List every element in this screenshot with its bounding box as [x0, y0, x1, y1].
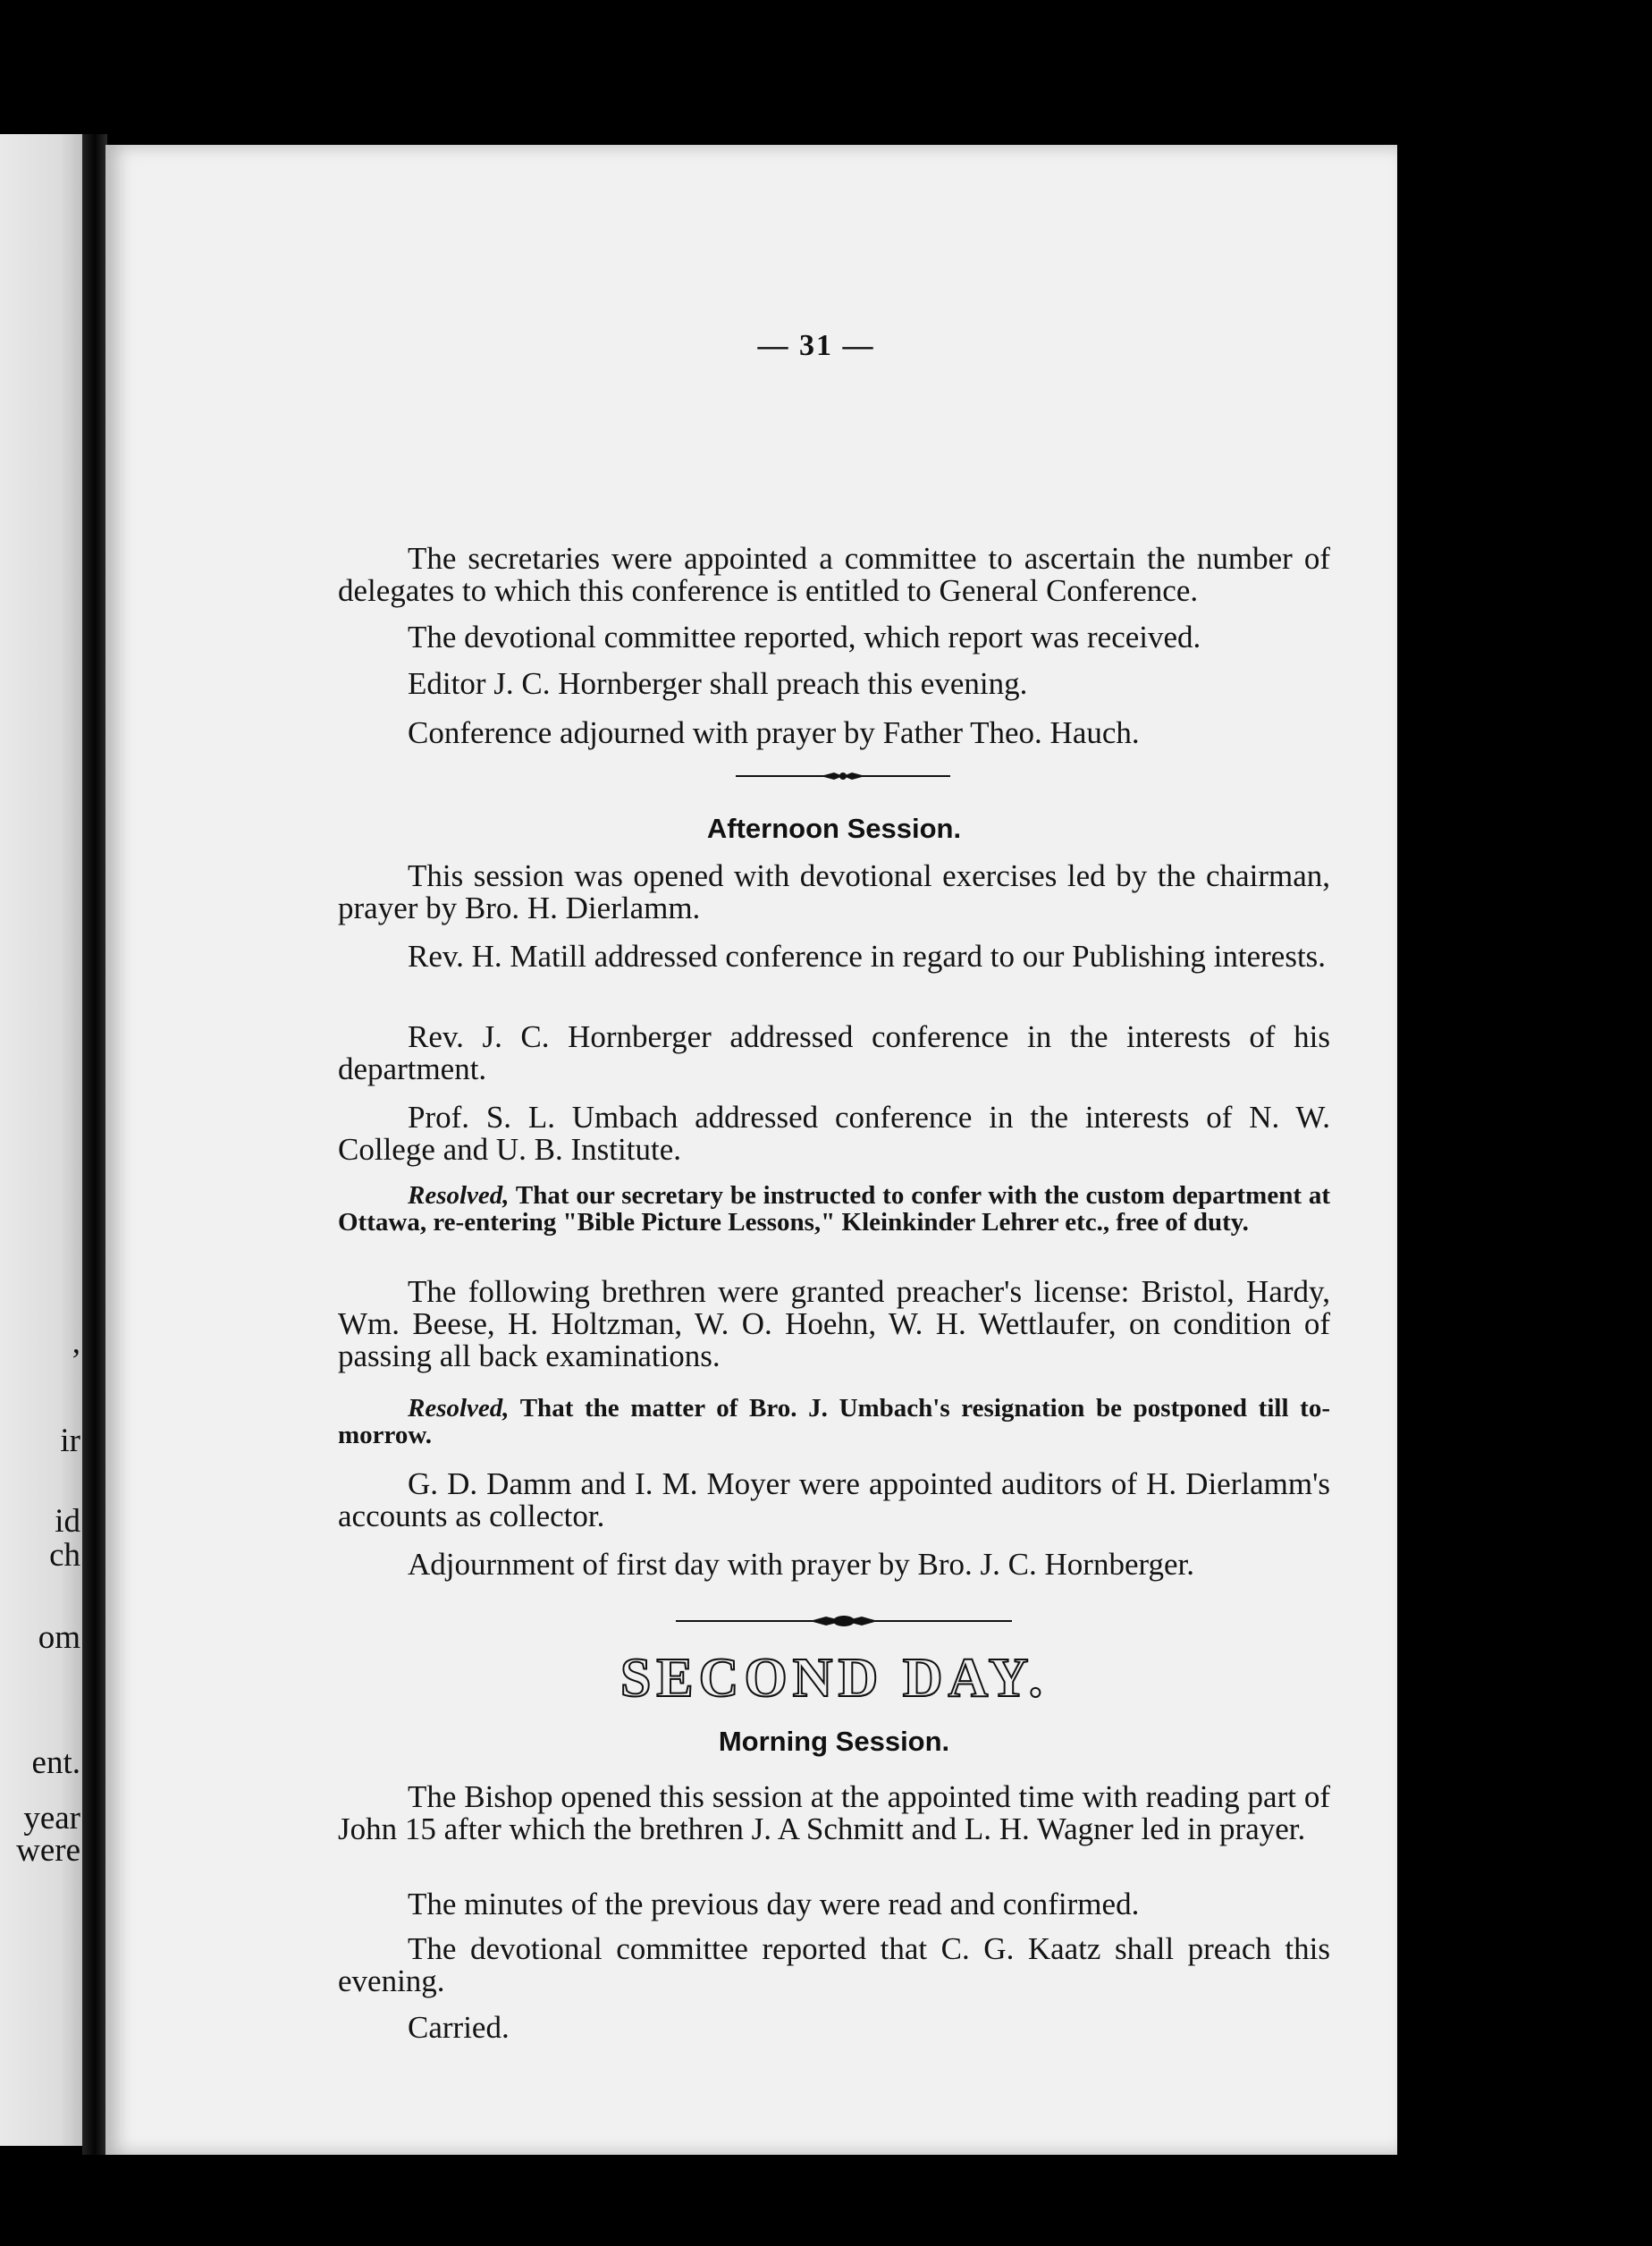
- paragraph-adjournment: Adjournment of first day with prayer by Bro. J. C. Hornberger.: [408, 1547, 1195, 1582]
- resolved-label: Resolved,: [408, 1394, 510, 1423]
- divider-ornament: [736, 771, 950, 781]
- adjacent-page-fragment: om: [38, 1619, 80, 1656]
- adjacent-page-fragment: year: [23, 1800, 80, 1836]
- adjacent-page-fragment: ,: [72, 1324, 80, 1361]
- paragraph-preacher-license: The following brethren were granted preacher's license: Bristol, Hardy, Wm. Beese, H. Holtzman, W. O. Hoehn, W. H. Wettlaufer, on condition of passing all back examinations.: [338, 1274, 1330, 1373]
- paragraph-umbach: Prof. S. L. Umbach addressed conference in the interests of N. W. College and U. B. Institute.: [338, 1100, 1330, 1167]
- adjacent-page-fragment: were: [16, 1832, 80, 1869]
- divider-ornament: [676, 1614, 1012, 1628]
- adjacent-page: [0, 134, 86, 2146]
- paragraph-session-opened: This session was opened with devotional exercises led by the chairman, prayer by Bro. H. Dierlamm.: [338, 858, 1330, 925]
- adjacent-page-fragment: id: [55, 1503, 80, 1540]
- book-spine: [82, 134, 107, 2155]
- paragraph-adjourned: Conference adjourned with prayer by Father Theo. Hauch.: [408, 715, 1140, 750]
- paragraph-minutes: The minutes of the previous day were read and confirmed.: [408, 1887, 1140, 1921]
- paragraph-auditors: G. D. Damm and I. M. Moyer were appointed auditors of H. Dierlamm's accounts as collector.: [338, 1466, 1330, 1533]
- morning-session-heading: Morning Session.: [718, 1726, 950, 1757]
- paragraph-devotional-report: The devotional committee reported, which report was received.: [408, 620, 1201, 654]
- resolution-text: That the matter of Bro. J. Umbach's resignation be postponed till to-morrow.: [338, 1394, 1330, 1449]
- resolution-text: That our secretary be instructed to confer with the custom department at Ottawa, re-entering "Bible Picture Lessons," Kleinkinder Lehrer etc., free of duty.: [338, 1181, 1330, 1237]
- paragraph-editor-preach: Editor J. C. Hornberger shall preach this evening.: [408, 666, 1028, 701]
- resolution-custom-department: [338, 1182, 1330, 1236]
- adjacent-page-fragment: ent.: [31, 1744, 80, 1781]
- paragraph-matill: Rev. H. Matill addressed conference in regard to our Publishing interests.: [408, 939, 1327, 974]
- paragraph-secretaries: The secretaries were appointed a committee to ascertain the number of delegates to which this conference is entitled to General Conference.: [338, 541, 1330, 608]
- page-number: — 31 —: [757, 329, 875, 362]
- document-page: [105, 145, 1397, 2155]
- paragraph-kaatz: The devotional committee reported that C. G. Kaatz shall preach this evening.: [338, 1931, 1330, 1998]
- paragraph-bishop-opened: The Bishop opened this session at the appointed time with reading part of John 15 after which the brethren J. A Schmitt and L. H. Wagner led in prayer.: [338, 1779, 1330, 1846]
- resolved-label: Resolved,: [408, 1181, 510, 1210]
- adjacent-page-fragment: ir: [60, 1423, 80, 1459]
- afternoon-session-heading: Afternoon Session.: [706, 813, 962, 844]
- paragraph-carried: Carried.: [408, 2010, 510, 2045]
- resolution-resignation: [338, 1395, 1330, 1448]
- adjacent-page-fragment: ch: [49, 1537, 80, 1574]
- paragraph-hornberger: Rev. J. C. Hornberger addressed conference in the interests of his department.: [338, 1019, 1330, 1086]
- second-day-title: SECOND DAY.: [620, 1648, 1049, 1709]
